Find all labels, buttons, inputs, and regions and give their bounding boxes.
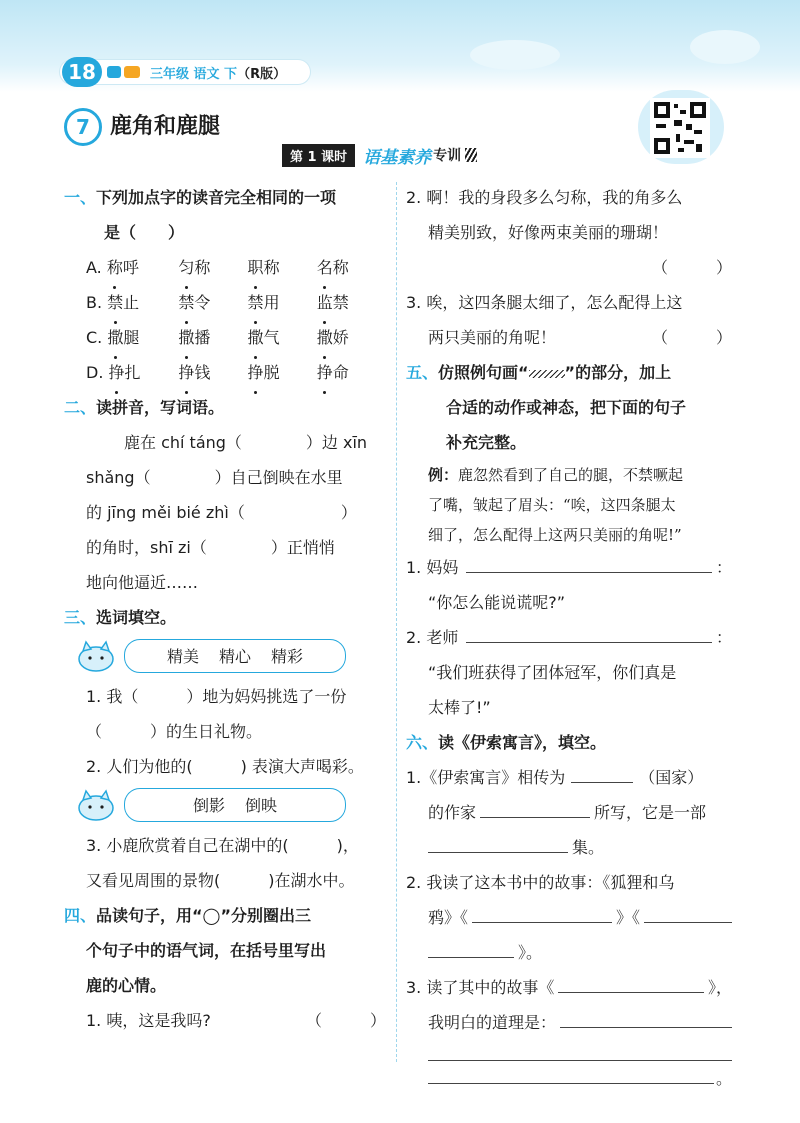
q3-item: 3. 小鹿欣赏着自己在湖中的( )，	[86, 836, 359, 855]
q5-number: 五、	[406, 363, 439, 382]
option-word: 匀称	[178, 250, 247, 285]
q4-title-cont: 鹿的心情。	[86, 976, 167, 995]
q6-text: 1.《伊索寓言》相传为	[406, 768, 566, 787]
cat-mascot-icon	[74, 786, 118, 822]
option-word: 监禁	[317, 285, 386, 320]
period-title-main: 语基素养	[363, 147, 432, 168]
q4-title-cont: 个句子中的语气词，在括号里写出	[86, 941, 327, 960]
q5-item-label: 2. 老师	[406, 628, 459, 647]
left-column	[64, 180, 386, 1038]
page-number: 18	[62, 57, 102, 87]
q6-heading	[406, 725, 732, 760]
word-bubble	[124, 788, 346, 822]
dotted-character: 撒	[107, 320, 123, 355]
lesson-number: 7	[64, 108, 102, 146]
option-row[interactable]	[86, 285, 386, 320]
period-label: 第 1 课时	[282, 144, 355, 167]
q5-item	[406, 550, 732, 585]
q3-heading	[64, 600, 386, 635]
q1-options	[64, 250, 386, 390]
example-label: 例：	[428, 466, 459, 484]
word-bank-2	[64, 784, 386, 828]
answer-line[interactable]	[428, 832, 568, 853]
answer-paren[interactable]: （ ）	[305, 1011, 386, 1030]
q6-text: 所写，它是一部	[594, 803, 707, 822]
q5-heading	[406, 355, 732, 390]
example-text: 鹿忽然看到了自己的腿，不禁噘起	[458, 466, 684, 484]
option-label: A. 称呼	[86, 250, 178, 285]
cat-mascot-icon	[74, 637, 118, 673]
option-word: 撒气	[248, 320, 317, 355]
word-option: 精彩	[271, 646, 304, 666]
option-word: 职称	[248, 250, 317, 285]
q6-title: 读《伊索寓言》，填空。	[438, 733, 607, 752]
colon: ：	[715, 628, 732, 647]
book-info	[150, 63, 286, 82]
option-word: 禁用	[248, 285, 317, 320]
q6-line: 2. 我读了这本书中的故事：《狐狸和乌	[406, 873, 675, 892]
q4-sentence-text: 1. 咦，这是我吗?	[86, 1011, 211, 1030]
q4-sentence-text: 两只美丽的角呢！	[428, 328, 557, 347]
q6-line	[406, 1005, 732, 1040]
option-label: C. 撒腿	[86, 320, 178, 355]
cloud-decoration	[690, 30, 760, 64]
q6-line	[406, 795, 732, 830]
answer-line[interactable]	[466, 552, 712, 573]
q2-number: 二、	[64, 398, 97, 417]
q6-line	[406, 830, 732, 865]
q6-text: 》。	[518, 943, 543, 962]
q6-text: 》《	[616, 908, 641, 927]
q3-item: （ ）的生日礼物。	[86, 722, 263, 741]
option-label: B. 禁止	[86, 285, 178, 320]
q6-line	[406, 935, 732, 970]
book-title: 三年级 语文 下	[150, 67, 238, 82]
answer-line[interactable]	[428, 1063, 714, 1084]
q5-title-cont: 合适的动作或神态，把下面的句子	[446, 398, 687, 417]
q3-title: 选词填空。	[96, 608, 177, 627]
q6-line	[406, 1061, 732, 1096]
option-label: D. 挣扎	[86, 355, 178, 390]
answer-line[interactable]	[558, 972, 704, 993]
word-option: 倒影	[192, 795, 225, 815]
dotted-character: 撒	[317, 320, 333, 355]
q4-sentence: 精美别致，好像两束美丽的珊瑚！	[428, 223, 669, 242]
q6-line	[406, 1040, 732, 1061]
q3-item: 1. 我（ ）地为妈妈挑选了一份	[86, 687, 347, 706]
q6-number: 六、	[406, 733, 439, 752]
answer-line[interactable]	[644, 902, 732, 923]
q1-heading	[64, 180, 386, 215]
q6-text: 的作家	[428, 803, 477, 822]
wavy-line-icon	[529, 370, 565, 378]
dotted-character: 挣	[317, 355, 333, 390]
colon: ：	[715, 558, 732, 577]
dotted-character: 撒	[178, 320, 194, 355]
q5-title-cont: 补充完整。	[446, 433, 527, 452]
period-banner	[282, 144, 477, 166]
cloud-decoration	[470, 40, 560, 70]
word-option: 倒映	[245, 795, 278, 815]
q2-line: 鹿在 chí táng（ ）边 xīn	[124, 433, 368, 452]
q3-item: 2. 人们为他的( ) 表演大声喝彩。	[86, 757, 364, 776]
period-title-sub: 专训	[433, 148, 462, 164]
q5-title: ”的部分，加上	[564, 363, 672, 382]
q1-number: 一、	[64, 188, 97, 207]
example-line	[428, 460, 732, 490]
dotted-character: 撒	[248, 320, 264, 355]
answer-line[interactable]	[571, 762, 633, 783]
answer-line[interactable]	[428, 937, 514, 958]
word-bank-1	[64, 635, 386, 679]
q4-sentence: 2. 啊！我的身段多么匀称，我的角多么	[406, 188, 683, 207]
qr-code-icon[interactable]	[650, 98, 710, 158]
q4-number: 四、	[64, 906, 97, 925]
column-divider	[396, 182, 397, 1062]
q6-text: 》，	[707, 978, 732, 997]
answer-line[interactable]	[472, 902, 612, 923]
dotted-character: 匀	[178, 250, 194, 285]
q2-title: 读拼音，写词语。	[96, 398, 225, 417]
book-edition: （R版）	[237, 67, 287, 82]
example-line: 了嘴，皱起了眉头：“唉，这四条腿太	[428, 496, 676, 514]
answer-line[interactable]	[428, 1040, 732, 1061]
q3-number: 三、	[64, 608, 97, 627]
dotted-character: 监	[317, 285, 333, 320]
option-row[interactable]	[86, 320, 386, 355]
option-word: 挣命	[317, 355, 386, 390]
q4-title: 品读句子，用“◯”分别圈出三	[96, 906, 311, 925]
dotted-character: 称	[107, 250, 123, 285]
q6-text: 。	[715, 1069, 732, 1088]
option-word: 撒播	[178, 320, 247, 355]
q4-sentence	[406, 320, 732, 355]
q5-title: 仿照例句画“	[438, 363, 529, 382]
q6-line	[406, 760, 732, 795]
word-option: 精心	[218, 646, 251, 666]
dotted-character: 挣	[178, 355, 194, 390]
dotted-character: 禁	[248, 285, 264, 320]
q6-text: （国家）	[639, 768, 704, 787]
option-row[interactable]	[86, 355, 386, 390]
qr-area[interactable]	[628, 88, 732, 168]
q5-item	[406, 620, 732, 655]
q6-line	[406, 900, 732, 935]
option-row[interactable]	[86, 250, 386, 285]
q1-title: 下列加点字的读音完全相同的一项	[96, 188, 337, 207]
q5-quote: “你怎么能说谎呢?”	[428, 593, 566, 612]
word-option: 精美	[166, 646, 199, 666]
example-line: 细了，怎么配得上这两只美丽的角呢!”	[428, 526, 682, 544]
q6-text: 鸦》《	[428, 908, 469, 927]
word-bubble	[124, 639, 346, 673]
dotted-character: 禁	[107, 285, 123, 320]
option-word: 挣钱	[178, 355, 247, 390]
brand-logo-icon	[106, 63, 142, 81]
answer-line[interactable]	[560, 1007, 732, 1028]
q6-text: 我明白的道理是：	[428, 1013, 557, 1032]
q5-example	[406, 460, 732, 550]
q2-line: 的 jīng měi bié zhì（ ）	[86, 503, 357, 522]
stripe-decoration	[465, 148, 477, 162]
q6-text: 集。	[572, 838, 605, 857]
q2-heading	[64, 390, 386, 425]
dotted-character: 禁	[178, 285, 194, 320]
q5-quote: 太棒了!”	[428, 698, 491, 717]
q6-line	[406, 970, 732, 1005]
option-word: 禁令	[178, 285, 247, 320]
dotted-character: 名	[317, 250, 333, 285]
answer-line[interactable]	[466, 622, 712, 643]
option-word: 挣脱	[248, 355, 317, 390]
option-word: 撒娇	[317, 320, 386, 355]
right-column	[406, 180, 732, 1096]
q2-line: 地向他逼近……	[86, 573, 199, 592]
q4-sentence	[64, 1003, 386, 1038]
q4-sentence: 3. 唉，这四条腿太细了，怎么配得上这	[406, 293, 683, 312]
q3-item: 又看见周围的景物( )在湖水中。	[86, 871, 355, 890]
q1-title-cont: 是（ ）	[104, 223, 185, 242]
dotted-character: 挣	[248, 355, 264, 390]
lesson-title: 鹿角和鹿腿	[110, 114, 221, 139]
q6-text: 3. 读了其中的故事《	[406, 978, 555, 997]
answer-paren[interactable]: （ ）	[651, 328, 732, 347]
dotted-character: 职	[248, 250, 264, 285]
q5-quote: “我们班获得了团体冠军，你们真是	[428, 663, 677, 682]
q2-line: shǎng（ ）自己倒映在水里	[86, 468, 343, 487]
q2-line: 的角时，shī zi（ ）正悄悄	[86, 538, 335, 557]
option-word: 名称	[317, 250, 386, 285]
answer-paren[interactable]: （ ）	[651, 258, 732, 277]
dotted-character: 挣	[109, 355, 125, 390]
answer-line[interactable]	[480, 797, 590, 818]
q5-item-label: 1. 妈妈	[406, 558, 459, 577]
q4-heading	[64, 898, 386, 933]
